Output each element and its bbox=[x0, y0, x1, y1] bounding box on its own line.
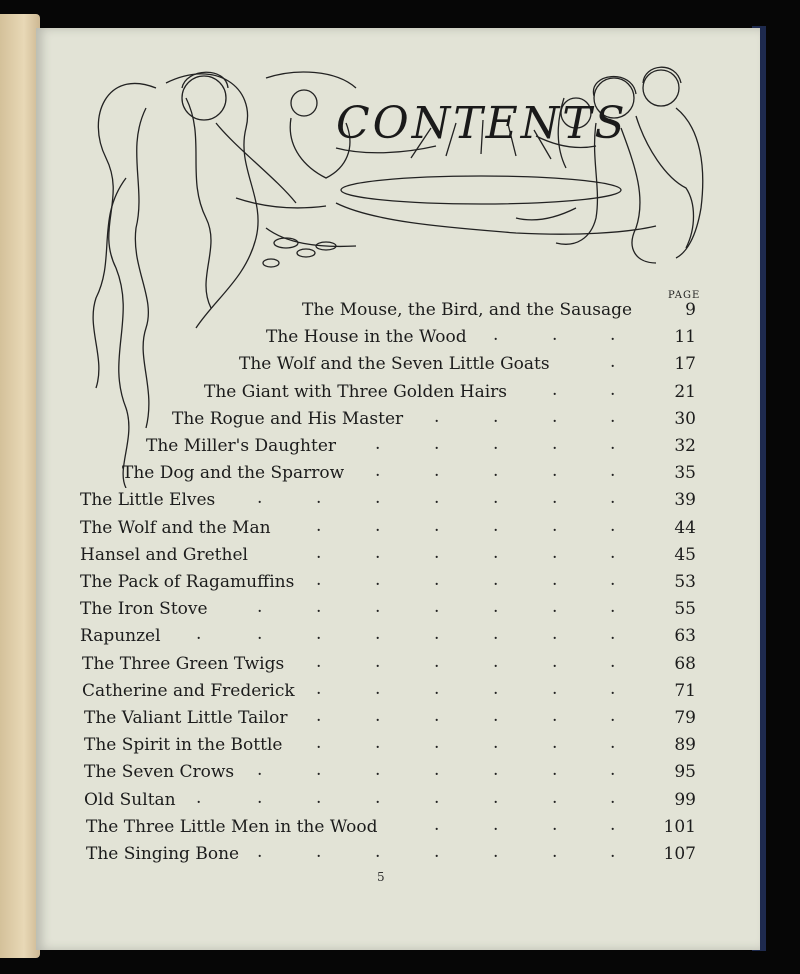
toc-entry-page: 89 bbox=[674, 735, 696, 756]
leader-dot: . bbox=[610, 597, 616, 618]
leader-dot: . bbox=[610, 787, 616, 808]
leader-dot: . bbox=[316, 597, 322, 618]
leader-dot: . bbox=[552, 515, 558, 536]
page-column-label: PAGE bbox=[668, 290, 701, 301]
leader-dot: . bbox=[493, 787, 499, 808]
toc-entry bbox=[80, 626, 161, 652]
page-title: CONTENTS bbox=[336, 98, 628, 149]
toc-entry-title: The Singing Bone bbox=[86, 844, 240, 864]
leader-dot: . bbox=[552, 570, 558, 590]
toc-entry-page: 71 bbox=[674, 680, 696, 701]
leader-dot: . bbox=[552, 651, 558, 672]
toc-entry-page: 39 bbox=[674, 490, 696, 511]
leader-dot: . bbox=[493, 760, 499, 781]
leader-dot: . bbox=[493, 678, 499, 699]
toc-entry bbox=[172, 409, 403, 435]
leader-dot: . bbox=[552, 379, 558, 400]
leader-dot: . bbox=[610, 706, 616, 726]
leader-dot: . bbox=[434, 406, 440, 427]
leader-dot: . bbox=[316, 542, 322, 563]
leader-dot: . bbox=[552, 434, 558, 454]
toc-entry-title: The Three Green Twigs bbox=[82, 653, 285, 674]
toc-entry-page: 11 bbox=[674, 327, 696, 348]
leader-dot: . bbox=[375, 515, 381, 536]
leader-dot: . bbox=[316, 760, 322, 781]
toc-entry bbox=[84, 762, 234, 788]
toc-entry bbox=[80, 599, 208, 625]
leader-dot: . bbox=[257, 624, 263, 645]
toc-entry-page: 35 bbox=[674, 463, 696, 484]
toc-entry-title: The Little Elves bbox=[80, 490, 216, 511]
leader-dot: . bbox=[610, 842, 616, 862]
toc-entry-title: The Miller's Daughter bbox=[146, 436, 337, 456]
leader-dot: . bbox=[257, 488, 263, 509]
leader-dot: . bbox=[610, 406, 616, 427]
toc-entry-page: 9 bbox=[685, 300, 696, 320]
toc-entry bbox=[82, 654, 284, 680]
leader-dot: . bbox=[257, 760, 263, 781]
leader-dot: . bbox=[375, 624, 381, 645]
leader-dot: . bbox=[434, 760, 440, 781]
toc-entry-page: 53 bbox=[674, 572, 696, 592]
leader-dot: . bbox=[493, 325, 499, 346]
leader-dot: . bbox=[434, 842, 440, 862]
leader-dot: . bbox=[375, 842, 381, 862]
leader-dot: . bbox=[434, 814, 440, 835]
toc-entry-title: Catherine and Frederick bbox=[82, 680, 295, 701]
leader-dot: . bbox=[316, 842, 322, 862]
leader-dot: . bbox=[493, 651, 499, 672]
leader-dot: . bbox=[316, 515, 322, 536]
leader-dot: . bbox=[434, 461, 440, 482]
toc-entry-page: 32 bbox=[674, 436, 696, 456]
toc-entry bbox=[239, 354, 550, 380]
leader-dot: . bbox=[552, 733, 558, 754]
toc-entry bbox=[204, 382, 507, 408]
toc-entry-title: The Three Little Men in the Wood bbox=[86, 816, 378, 837]
leader-dot: . bbox=[316, 733, 322, 754]
leader-dot: . bbox=[552, 787, 558, 808]
toc-entry bbox=[80, 545, 248, 571]
leader-dot: . bbox=[610, 325, 616, 346]
leader-dot: . bbox=[493, 706, 499, 726]
toc-entry-page: 45 bbox=[674, 544, 696, 565]
leader-dot: . bbox=[610, 570, 616, 590]
leader-dot: . bbox=[552, 406, 558, 427]
leader-dot: . bbox=[257, 842, 263, 862]
leader-dot: . bbox=[434, 706, 440, 726]
leader-dot: . bbox=[375, 434, 381, 454]
leader-dot: . bbox=[493, 814, 499, 835]
leader-dot: . bbox=[434, 570, 440, 590]
toc-entry-title: The House in the Wood bbox=[266, 327, 467, 348]
leader-dot: . bbox=[610, 624, 616, 645]
toc-entry bbox=[122, 463, 344, 489]
toc-entry-title: The Seven Crows bbox=[84, 762, 235, 783]
leader-dot: . bbox=[610, 461, 616, 482]
toc-entry bbox=[84, 735, 282, 761]
leader-dot: . bbox=[610, 515, 616, 536]
leader-dot: . bbox=[493, 570, 499, 590]
leader-dot: . bbox=[610, 379, 616, 400]
leader-dot: . bbox=[434, 542, 440, 563]
toc-entry bbox=[146, 436, 336, 462]
toc-entry-title: The Pack of Ragamuffins bbox=[80, 572, 295, 592]
toc-entry-page: 99 bbox=[674, 789, 696, 810]
page-number: 5 bbox=[377, 870, 385, 884]
leader-dot: . bbox=[316, 651, 322, 672]
leader-dot: . bbox=[375, 706, 381, 726]
leader-dot: . bbox=[610, 434, 616, 454]
leader-dot: . bbox=[196, 787, 202, 808]
toc-entry-title: The Mouse, the Bird, and the Sausage bbox=[302, 300, 633, 320]
leader-dot: . bbox=[493, 406, 499, 427]
toc-entry-title: The Spirit in the Bottle bbox=[84, 735, 283, 756]
toc-entry-page: 44 bbox=[674, 517, 696, 538]
leader-dot: . bbox=[316, 706, 322, 726]
leader-dot: . bbox=[552, 814, 558, 835]
leader-dot: . bbox=[316, 678, 322, 699]
toc-entry-title: The Iron Stove bbox=[80, 599, 208, 620]
leader-dot: . bbox=[316, 787, 322, 808]
leader-dot: . bbox=[493, 434, 499, 454]
leader-dot: . bbox=[434, 488, 440, 509]
leader-dot: . bbox=[196, 624, 202, 645]
leader-dot: . bbox=[493, 515, 499, 536]
toc-entry bbox=[86, 817, 378, 843]
leader-dot: . bbox=[434, 651, 440, 672]
toc-entry-title: The Dog and the Sparrow bbox=[122, 463, 345, 484]
toc-entry-page: 107 bbox=[663, 844, 696, 864]
leader-dot: . bbox=[493, 842, 499, 862]
leader-dot: . bbox=[610, 542, 616, 563]
leader-dot: . bbox=[552, 706, 558, 726]
leader-dot: . bbox=[375, 542, 381, 563]
leader-dot: . bbox=[375, 597, 381, 618]
leader-dot: . bbox=[552, 325, 558, 346]
leader-dot: . bbox=[610, 760, 616, 781]
toc-entry bbox=[80, 518, 271, 544]
leader-dot: . bbox=[493, 542, 499, 563]
contents-page bbox=[36, 28, 760, 950]
leader-dot: . bbox=[257, 597, 263, 618]
toc-entry-page: 101 bbox=[663, 816, 696, 837]
toc-entry-page: 95 bbox=[674, 762, 696, 783]
toc-entry-title: Hansel and Grethel bbox=[80, 544, 248, 565]
leader-dot: . bbox=[493, 597, 499, 618]
leader-dot: . bbox=[610, 814, 616, 835]
leader-dot: . bbox=[552, 488, 558, 509]
leader-dot: . bbox=[493, 624, 499, 645]
leader-dot: . bbox=[434, 678, 440, 699]
toc-entry-page: 30 bbox=[674, 408, 696, 429]
leader-dot: . bbox=[493, 461, 499, 482]
leader-dot: . bbox=[316, 488, 322, 509]
toc-entry-page: 21 bbox=[674, 381, 696, 402]
leader-dot: . bbox=[552, 542, 558, 563]
toc-entry bbox=[86, 844, 239, 870]
leader-dot: . bbox=[316, 624, 322, 645]
leader-dot: . bbox=[552, 842, 558, 862]
leader-dot: . bbox=[316, 570, 322, 590]
leader-dot: . bbox=[434, 434, 440, 454]
toc-entry-page: 63 bbox=[674, 626, 696, 647]
toc-entry bbox=[266, 327, 467, 353]
leader-dot: . bbox=[257, 787, 263, 808]
leader-dot: . bbox=[552, 461, 558, 482]
toc-entry-title: The Rogue and His Master bbox=[172, 408, 404, 429]
leader-dot: . bbox=[434, 597, 440, 618]
leader-dot: . bbox=[375, 570, 381, 590]
leader-dot: . bbox=[610, 733, 616, 754]
toc-entry-title: The Wolf and the Seven Little Goats bbox=[239, 354, 550, 375]
leader-dot: . bbox=[434, 787, 440, 808]
leader-dot: . bbox=[375, 651, 381, 672]
leader-dot: . bbox=[552, 597, 558, 618]
toc-entry bbox=[84, 790, 176, 816]
toc-entry-page: 79 bbox=[674, 708, 696, 728]
toc-entry bbox=[302, 300, 632, 326]
leader-dot: . bbox=[610, 488, 616, 509]
leader-dot: . bbox=[375, 678, 381, 699]
toc-entry bbox=[80, 572, 294, 598]
toc-entry-title: The Giant with Three Golden Hairs bbox=[204, 381, 507, 402]
leader-dot: . bbox=[375, 488, 381, 509]
leader-dot: . bbox=[434, 624, 440, 645]
leader-dot: . bbox=[610, 352, 616, 373]
leader-dot: . bbox=[552, 624, 558, 645]
toc-entry bbox=[82, 681, 295, 707]
toc-entry-title: The Valiant Little Tailor bbox=[84, 708, 288, 728]
leader-dot: . bbox=[375, 760, 381, 781]
leader-dot: . bbox=[434, 733, 440, 754]
toc-entry-title: Old Sultan bbox=[84, 789, 176, 810]
leader-dot: . bbox=[493, 733, 499, 754]
leader-dot: . bbox=[610, 651, 616, 672]
leader-dot: . bbox=[552, 678, 558, 699]
leader-dot: . bbox=[552, 760, 558, 781]
leader-dot: . bbox=[375, 461, 381, 482]
book-cover-left bbox=[0, 14, 40, 958]
leader-dot: . bbox=[375, 787, 381, 808]
toc-entry bbox=[84, 708, 287, 734]
toc-entry-title: The Wolf and the Man bbox=[80, 517, 271, 538]
leader-dot: . bbox=[375, 733, 381, 754]
leader-dot: . bbox=[434, 515, 440, 536]
leader-dot: . bbox=[493, 488, 499, 509]
leader-dot: . bbox=[610, 678, 616, 699]
toc-entry-page: 68 bbox=[674, 653, 696, 674]
toc-entry-page: 55 bbox=[674, 599, 696, 620]
toc-entry-page: 17 bbox=[674, 354, 696, 375]
toc-entry bbox=[80, 490, 215, 516]
toc-entry-title: Rapunzel bbox=[80, 626, 161, 647]
